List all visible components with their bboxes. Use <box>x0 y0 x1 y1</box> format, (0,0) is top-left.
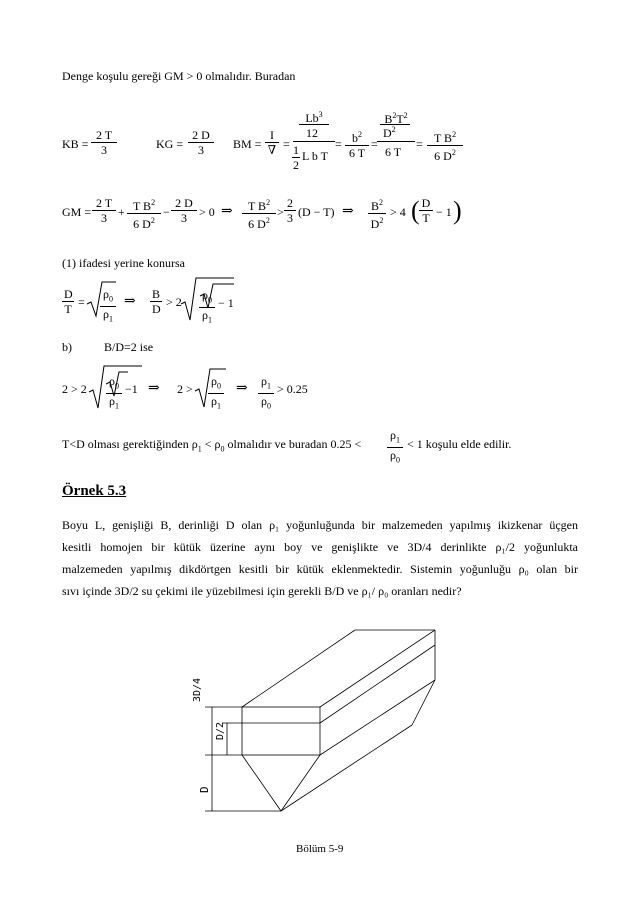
gt-zero: > 0 <box>199 205 215 219</box>
label-d2: D/2 <box>215 721 226 740</box>
front-triangle <box>242 755 320 811</box>
paren-open: ( <box>411 196 420 225</box>
implies-arrow-4: ⇒ <box>148 381 160 396</box>
example-paragraph <box>62 514 578 602</box>
ineq-frac-1: $\frac{T B^2}{6 D^2}$ <box>242 196 276 231</box>
eq-sign-2: = <box>335 137 342 151</box>
d-over-t-2: $\frac{D}{T}$ <box>64 287 73 316</box>
eq-sign: = <box>283 137 290 151</box>
page-footer: Bölüm 5-9 <box>296 843 344 855</box>
rho0-over-rho1: $\frac{\rho_0}{\rho_1}$ <box>100 287 116 327</box>
ineq-frac-2: $\frac{2}{3}$ <box>284 196 296 225</box>
sixT2: 6 T <box>385 145 402 159</box>
rho0-over-rho1-3: $\frac{\rho_0}{\rho_1}$ <box>106 374 122 414</box>
rho0-over-rho1-4: $\frac{\rho_0}{\rho_1}$ <box>208 374 224 414</box>
conclusion-end: < 1 koşulu elde edilir. <box>407 437 512 451</box>
label-d: D <box>198 786 211 793</box>
gm-frac-3: $\frac{2 D}{3}$ <box>171 196 197 225</box>
b-label: b) <box>62 340 72 354</box>
paren-close: ) <box>453 196 462 225</box>
kg-lhs: KG = <box>156 137 184 151</box>
conclusion: T<D olması gerektiğinden $\rho_1 < \rho_0$ olmalıdır ve buradan 0.25 < <box>62 437 362 454</box>
b-text: B/D=2 ise <box>104 340 154 354</box>
tb2-over-6d2: $\frac{T B^2}{6 D^2}$ <box>427 128 463 163</box>
d2: $D^2$ <box>383 125 396 140</box>
two-gt: 2 > <box>177 382 193 396</box>
b2-over-6t: $\frac{b^2}{6 T}$ <box>345 128 369 160</box>
plus: + <box>118 205 125 219</box>
minus-one-3: −1 <box>125 382 138 396</box>
lbt: L b T <box>302 149 328 163</box>
kb-fraction: $\frac{2 T}{3}$ <box>91 128 117 157</box>
prism-figure <box>180 625 580 820</box>
gt-025: > 0.25 <box>277 382 308 396</box>
intro-text: Denge koşulu gereği GM > 0 olmalıdır. Buradan <box>62 69 296 83</box>
label-3d4: 3D/4 <box>192 677 203 702</box>
eq-sign-3: = <box>371 137 378 151</box>
bm-main-bar <box>293 141 335 142</box>
paragraph-line: malzemeden yapılmış dikdörtgen kesitli bir kütük eklenmektedir. Sistemin yoğunluğu ρ₀ olan bir <box>62 562 578 576</box>
bm-lhs: BM = <box>233 137 262 151</box>
eq-sign-4: = <box>416 137 423 151</box>
two-gt-two: 2 > 2 <box>62 382 87 396</box>
gm-frac-2: $\frac{T B^2}{6 D^2}$ <box>127 196 161 231</box>
kb-lhs: KB = <box>62 137 89 151</box>
rho1-over-rho0-2: $\frac{\rho_1}{\rho_0}$ <box>387 428 403 468</box>
gm-frac-1: $\frac{2 T}{3}$ <box>92 196 116 225</box>
rho1-over-rho0: $\frac{\rho_1}{\rho_0}$ <box>258 374 274 414</box>
d-over-t: $\frac{D}{T}$ <box>419 196 433 225</box>
note-text: (1) ifadesi yerine konursa <box>62 256 185 270</box>
b2t2: $B^2T^2$ <box>384 111 408 126</box>
implies-arrow-3: ⇒ <box>124 294 136 309</box>
lb3-num: Lb$^3$ <box>305 110 323 125</box>
eq3-eq: = <box>78 295 85 309</box>
paragraph-line: sıvı içinde 3D/2 su çekimi ile yüzebilmesi için gerekli B/D ve ρ₁/ ρ₀ oranları nedir? <box>62 584 462 598</box>
gm-lhs: GM = <box>62 205 92 219</box>
paragraph-line: kesitli homojen bir kütük üzerine aynı boy ve genişlikte ve 3D/4 derinlikte ρ₁/2 yoğunlukta <box>62 540 578 554</box>
d-minus-t: (D − T) <box>298 205 335 219</box>
bm-fraction-1: I ∇ <box>265 128 279 157</box>
one: 1 <box>293 143 299 157</box>
rho0-over-rho1-2: $\frac{\rho_0}{\rho_1}$ <box>199 288 215 328</box>
example-title: Örnek 5.3 <box>62 483 127 499</box>
b-over-d: $\frac{B}{D}$ <box>152 287 161 316</box>
twelve: 12 <box>306 126 318 140</box>
two: 2 <box>293 158 299 172</box>
implies-arrow-5: ⇒ <box>236 381 248 396</box>
gt-four: > 4 <box>390 205 406 219</box>
gt: > <box>277 205 284 219</box>
minus-one: − 1 <box>436 205 452 219</box>
minus: − <box>163 205 170 219</box>
minus-one-2: − 1 <box>218 296 234 310</box>
implies-arrow-1: ⇒ <box>221 204 233 219</box>
paragraph-line: Boyu L, genişliği B, derinliği D olan ρ₁ yoğunluğunda bir malzemeden yapılmış ikizkenar üçgen <box>62 518 578 532</box>
b2-over-d2: $\frac{B^2}{D^2}$ <box>368 196 386 231</box>
kg-fraction: $\frac{2 D}{3}$ <box>188 128 214 157</box>
gt-two: > 2 <box>166 295 182 309</box>
front-rectangle <box>242 707 320 755</box>
implies-arrow-2: ⇒ <box>342 204 354 219</box>
